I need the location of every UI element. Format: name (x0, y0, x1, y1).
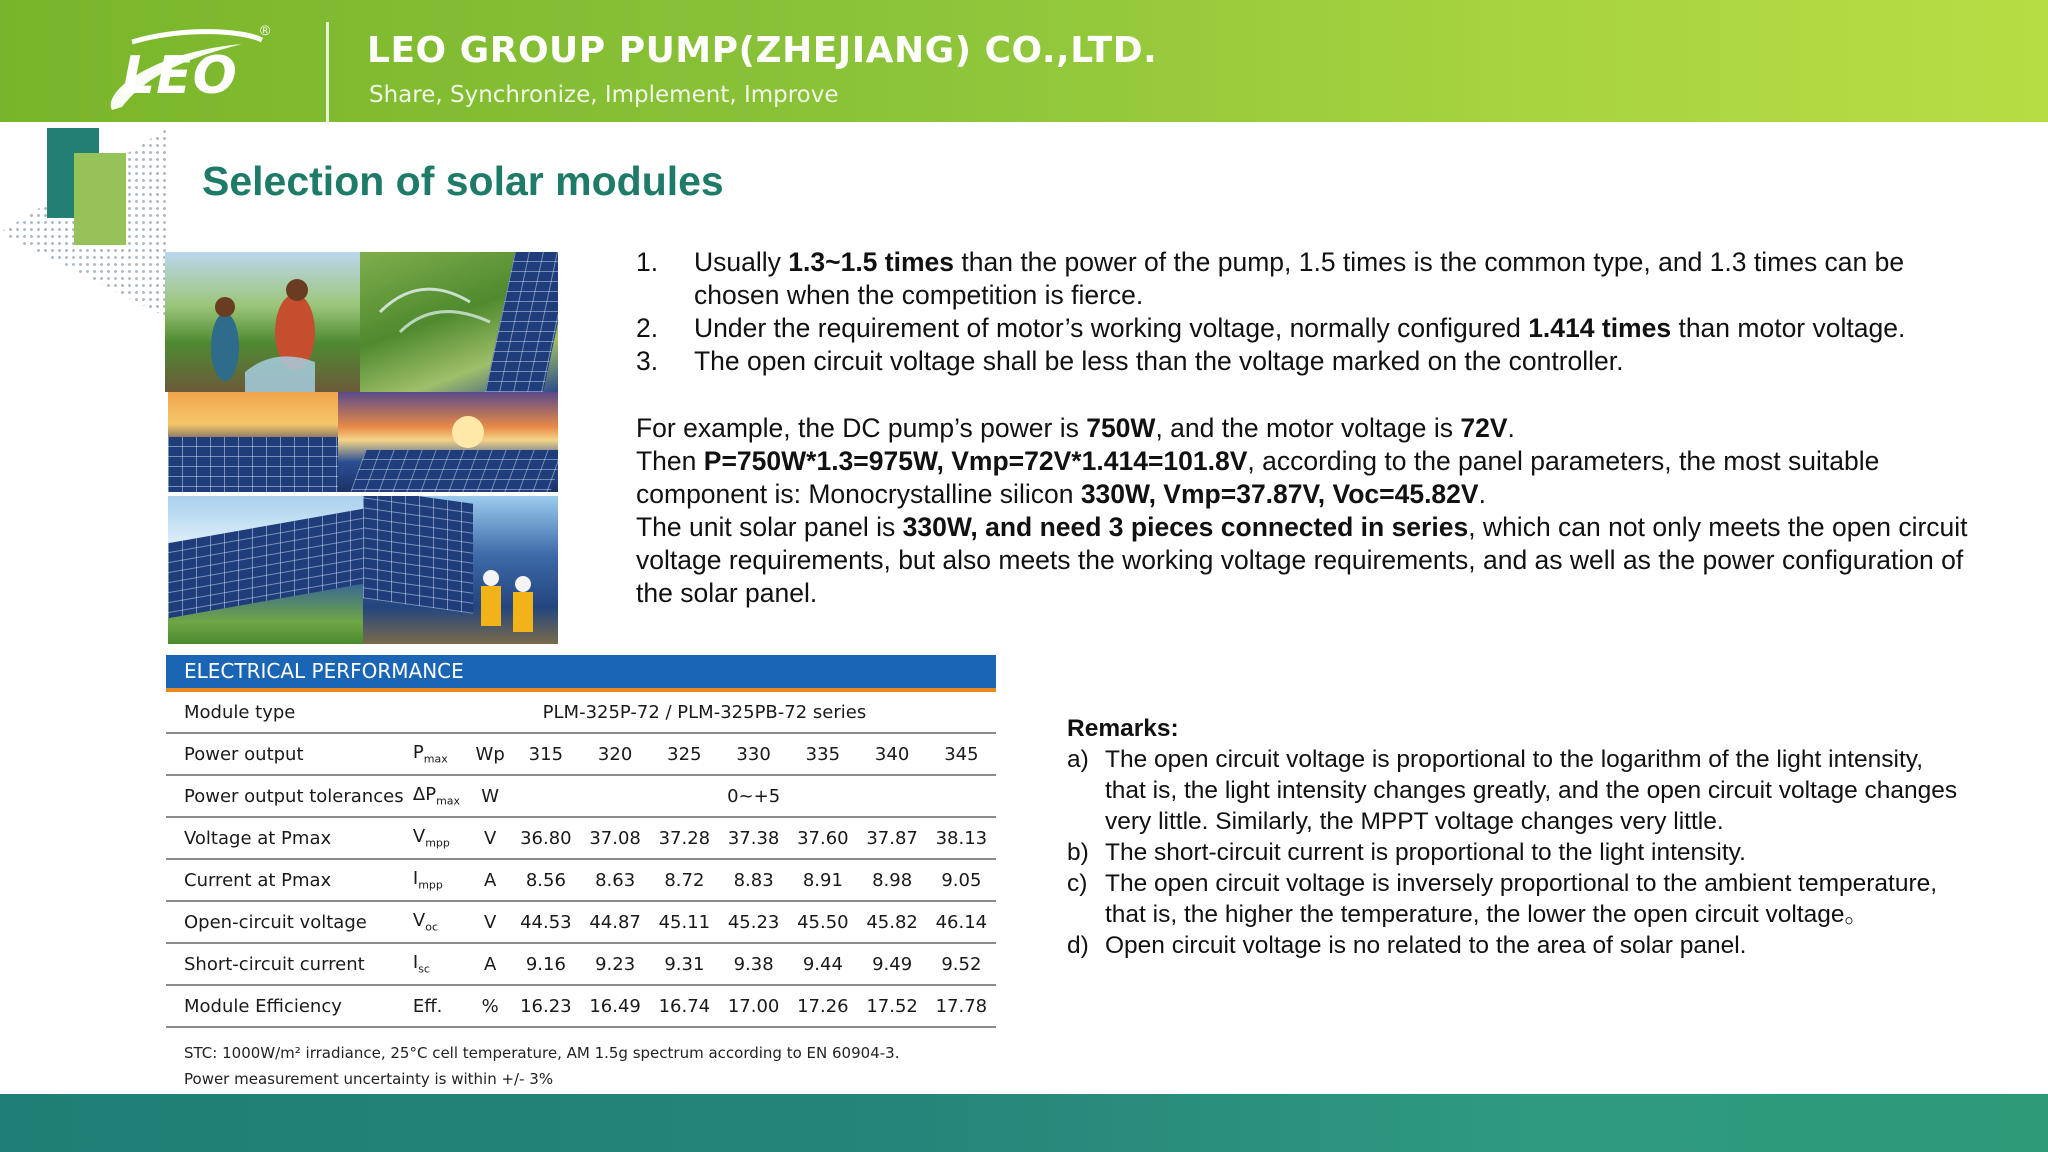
table-cell: 0~+5 (511, 775, 996, 817)
photo-solar-farm (168, 496, 363, 644)
table-cell: 9.16 (511, 943, 580, 985)
table-cell: 45.82 (857, 901, 926, 943)
table-row (166, 859, 996, 901)
table-cell: 44.87 (580, 901, 649, 943)
photo-sunset-panels-1 (168, 392, 338, 492)
table-cell: 37.28 (650, 817, 719, 859)
table-notes (166, 1040, 996, 1092)
table-cell: 8.91 (788, 859, 857, 901)
list-number: 2. (636, 313, 659, 343)
row-symbol: $\Delta P_{max}$ (413, 775, 469, 817)
table-cell: 17.00 (719, 985, 788, 1027)
table-cell: 16.49 (580, 985, 649, 1027)
list-bold: 1.3~1.5 times (788, 247, 955, 277)
table-cell: 37.08 (580, 817, 649, 859)
table-cell: 17.52 (857, 985, 926, 1027)
table-row (166, 943, 996, 985)
text: . (1478, 479, 1486, 509)
table-cell: 340 (857, 733, 926, 775)
table-cell: 8.83 (719, 859, 788, 901)
table-cell: 330 (719, 733, 788, 775)
light-square-decoration (74, 153, 126, 245)
table-cell: 325 (650, 733, 719, 775)
table-cell: 37.87 (857, 817, 926, 859)
table-row (166, 733, 996, 775)
table-cell: 17.26 (788, 985, 857, 1027)
list-bold: 1.414 times (1528, 313, 1672, 343)
table-cell: 8.56 (511, 859, 580, 901)
table-cell: 345 (927, 733, 996, 775)
table-cell: 16.74 (650, 985, 719, 1027)
table-cell: 320 (580, 733, 649, 775)
list-item (636, 312, 1966, 345)
selection-rules-list (636, 246, 1966, 378)
module-type-value: PLM-325P-72 / PLM-325PB-72 series (413, 692, 996, 733)
list-text: than motor voltage. (1671, 313, 1906, 343)
footer-band (0, 1094, 2048, 1152)
logo-text: LEO (122, 46, 238, 106)
engineers-illustration (363, 496, 558, 644)
table-cell: 45.11 (650, 901, 719, 943)
remark-text: The open circuit voltage is inversely proportional to the ambient temperature, that is, the higher the temperature, the lower the open circuit voltage。 (1105, 870, 1938, 928)
table-cell: 9.49 (857, 943, 926, 985)
table-row (166, 692, 996, 733)
remark-letter: d) (1067, 932, 1089, 959)
remark-letter: b) (1067, 839, 1089, 866)
text: For example, the DC pump’s power is (636, 413, 1087, 443)
table-cell: 36.80 (511, 817, 580, 859)
bold-text: P=750W*1.3=975W, Vmp=72V*1.414=101.8V (703, 446, 1248, 476)
row-label: Power output tolerances (166, 775, 413, 817)
text: The unit solar panel is (636, 512, 903, 542)
remark-text: The open circuit voltage is proportional to the logarithm of the light intensity, that is, the light intensity changes greatly, and the open circuit voltage changes very little. Similarly, the MPPT voltage changes very little. (1105, 746, 1958, 835)
row-unit: A (469, 943, 511, 985)
row-label: Short-circuit current (166, 943, 413, 985)
list-item (636, 345, 1966, 378)
table-cell: 46.14 (927, 901, 996, 943)
row-symbol: $P_{max}$ (413, 733, 469, 775)
table-cell: 38.13 (927, 817, 996, 859)
table-cell: 37.60 (788, 817, 857, 859)
photo-engineers-panels (363, 496, 558, 644)
photo-sprinkler-field (360, 252, 558, 392)
bold-text: 330W, Vmp=37.87V, Voc=45.82V (1080, 479, 1479, 509)
table-cell: 9.38 (719, 943, 788, 985)
photo-sunset-panels-2 (338, 392, 558, 492)
list-number: 3. (636, 346, 659, 376)
text: , and the motor voltage is (1155, 413, 1461, 443)
table-cell: 9.44 (788, 943, 857, 985)
photo-farm-irrigation (165, 252, 360, 392)
table-cell: 315 (511, 733, 580, 775)
row-symbol: $V_{mpp}$ (413, 817, 469, 859)
table-heading: ELECTRICAL PERFORMANCE (166, 655, 996, 692)
remark-item (1067, 930, 1967, 961)
row-unit: A (469, 859, 511, 901)
row-label: Voltage at Pmax (166, 817, 413, 859)
bold-text: 72V (1460, 413, 1508, 443)
row-unit: % (469, 985, 511, 1027)
registered-mark: ® (260, 22, 271, 38)
list-text: The open circuit voltage shall be less than the voltage marked on the controller. (694, 346, 1624, 376)
remark-item (1067, 744, 1967, 837)
example-line-3 (636, 511, 1976, 610)
text: . (1507, 413, 1515, 443)
electrical-performance-table (166, 655, 996, 1092)
company-logo (92, 22, 282, 117)
remark-item (1067, 837, 1967, 868)
table-cell: 9.23 (580, 943, 649, 985)
table-cell: 8.63 (580, 859, 649, 901)
list-number: 1. (636, 247, 659, 277)
row-symbol: $I_{sc}$ (413, 943, 469, 985)
farmers-illustration (165, 252, 360, 392)
uncertainty-note: Power measurement uncertainty is within +/- 3% (184, 1070, 554, 1088)
text: Then (636, 446, 704, 476)
table-cell: 8.72 (650, 859, 719, 901)
table-cell: 45.23 (719, 901, 788, 943)
table-cell: 44.53 (511, 901, 580, 943)
list-text: Under the requirement of motor’s working voltage, normally configured (694, 313, 1529, 343)
row-symbol: $I_{mpp}$ (413, 859, 469, 901)
remark-letter: c) (1067, 870, 1088, 897)
row-unit: Wp (469, 733, 511, 775)
row-symbol: Eff. (413, 985, 469, 1027)
remarks-title: Remarks: (1067, 715, 1179, 742)
row-label: Module type (166, 692, 413, 733)
row-unit: W (469, 775, 511, 817)
row-label: Open-circuit voltage (166, 901, 413, 943)
page-title: Selection of solar modules (202, 158, 724, 204)
table-cell: 37.38 (719, 817, 788, 859)
stc-note: STC: 1000W/m² irradiance, 25°C cell temperature, AM 1.5g spectrum according to EN 60904-3. (184, 1044, 900, 1062)
list-text: Usually (694, 247, 789, 277)
row-unit: V (469, 901, 511, 943)
remark-item (1067, 868, 1967, 930)
row-label: Module Efficiency (166, 985, 413, 1027)
header-banner (0, 0, 2048, 122)
row-label: Power output (166, 733, 413, 775)
example-line-2 (636, 445, 1976, 511)
row-label: Current at Pmax (166, 859, 413, 901)
example-paragraph (636, 412, 1976, 610)
text: , which can not only meets the open circuit voltage requirements, but also meets the working voltage requirements, and as well as the power configuration of the solar panel. (636, 512, 1968, 608)
performance-grid (166, 692, 996, 1028)
example-line-1 (636, 412, 1976, 445)
header-divider (326, 22, 329, 122)
table-cell: 8.98 (857, 859, 926, 901)
table-cell: 17.78 (927, 985, 996, 1027)
table-row (166, 901, 996, 943)
table-row (166, 775, 996, 817)
remarks-section (1067, 713, 1967, 961)
row-symbol: $V_{oc}$ (413, 901, 469, 943)
sprinkler-spray (360, 252, 500, 392)
table-row (166, 985, 996, 1027)
bold-text: 750W (1086, 413, 1156, 443)
table-cell: 45.50 (788, 901, 857, 943)
table-cell: 9.05 (927, 859, 996, 901)
bold-text: 330W, and need 3 pieces connected in series (902, 512, 1469, 542)
company-slogan: Share, Synchronize, Implement, Improve (369, 82, 839, 108)
text: , according to the panel parameters, the most suitable component is: Monocrystalline silicon (636, 446, 1880, 509)
row-unit: V (469, 817, 511, 859)
remark-letter: a) (1067, 746, 1089, 773)
remark-text: The short-circuit current is proportional to the light intensity. (1105, 839, 1746, 866)
list-item (636, 246, 1966, 312)
table-cell: 9.31 (650, 943, 719, 985)
remark-text: Open circuit voltage is no related to the area of solar panel. (1105, 932, 1747, 959)
table-row (166, 817, 996, 859)
list-text: than the power of the pump, 1.5 times is the common type, and 1.3 times can be chosen when the competition is fierce. (694, 247, 1905, 310)
table-cell: 9.52 (927, 943, 996, 985)
company-name: LEO GROUP PUMP(ZHEJIANG) CO.,LTD. (367, 30, 1158, 71)
table-cell: 16.23 (511, 985, 580, 1027)
table-cell: 335 (788, 733, 857, 775)
